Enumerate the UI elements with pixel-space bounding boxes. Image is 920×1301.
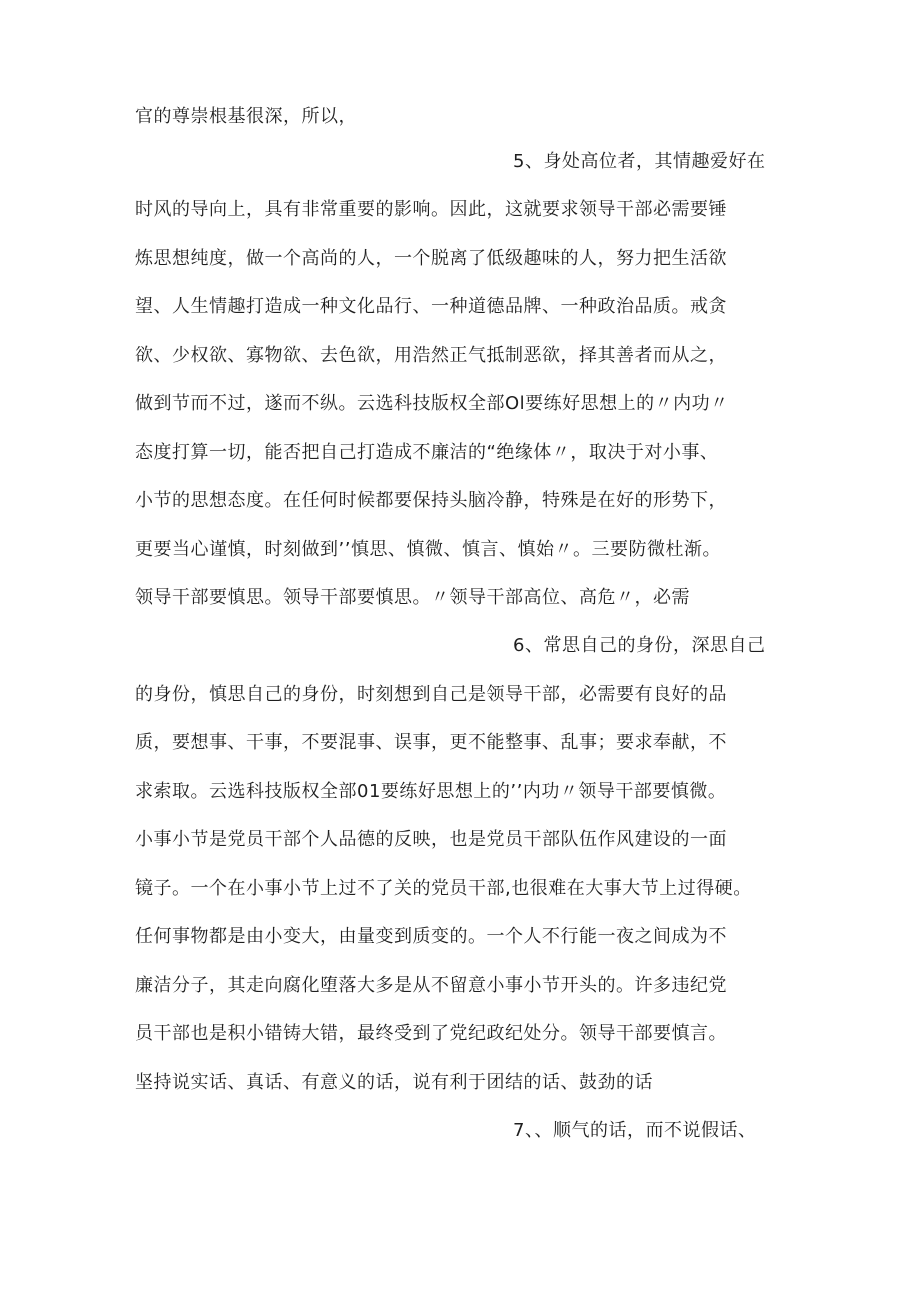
text-line: 领导干部要慎思。领导干部要慎思。〃领导干部高位、高危〃，必需: [135, 587, 690, 608]
text-line: 求索取。云选科技版权全部01要练好思想上的’’内功〃领导干部要慎微。: [135, 781, 727, 802]
text-line: 态度打算一切，能否把自己打造成不廉洁的“绝缘体〃，取决于对小事、: [135, 442, 719, 463]
text-line: 坚持说实话、真话、有意义的话，说有利于团结的话、鼓劲的话: [135, 1072, 653, 1093]
text-line: 更要当心谨慎，时刻做到’’慎思、慎微、慎言、慎始〃。三要防微杜渐。: [135, 539, 721, 560]
text-line: 质，要想事、干事，不要混事、误事，更不能整事、乱事；要求奉献，不: [135, 732, 727, 753]
text-line: 欲、少权欲、寡物欲、去色欲，用浩然正气抵制恶欲，择其善者而从之，: [135, 345, 727, 366]
text-line: 望、人生情趣打造成一种文化品行、一种道德品牌、一种政治品质。戒贪: [135, 296, 727, 317]
text-line: 的身份，慎思自己的身份，时刻想到自己是领导干部，必需要有良好的品: [135, 684, 727, 705]
numbered-line: 5、身处高位者，其情趣爱好在: [513, 151, 766, 172]
text-line: 官的尊崇根基很深，所以，: [135, 106, 357, 127]
numbered-line: 6、常思自己的身份，深思自己: [513, 635, 766, 656]
text-line: 做到节而不过，遂而不纵。云选科技版权全部Ol要练好思想上的〃内功〃: [135, 393, 729, 414]
text-line: 时风的导向上，具有非常重要的影响。因此，这就要求领导干部必需要锤: [135, 199, 727, 220]
text-line: 廉洁分子，其走向腐化堕落大多是从不留意小事小节开头的。许多违纪党: [135, 975, 727, 996]
text-line: 镜子。一个在小事小节上过不了关的党员干部,也很难在大事大节上过得硬。: [135, 878, 752, 899]
text-line: 炼思想纯度，做一个高尚的人，一个脱离了低级趣味的人，努力把生活欲: [135, 248, 727, 269]
numbered-line: 7、、顺气的话，而不说假话、: [513, 1120, 757, 1141]
text-line: 小事小节是党员干部个人品德的反映，也是党员干部队伍作风建设的一面: [135, 829, 727, 850]
text-line: 员干部也是积小错铸大错，最终受到了党纪政纪处分。领导干部要慎言。: [135, 1023, 727, 1044]
text-line: 任何事物都是由小变大，由量变到质变的。一个人不行能一夜之间成为不: [135, 926, 727, 947]
text-line: 小节的思想态度。在任何时候都要保持头脑冷静，特殊是在好的形势下，: [135, 490, 727, 511]
